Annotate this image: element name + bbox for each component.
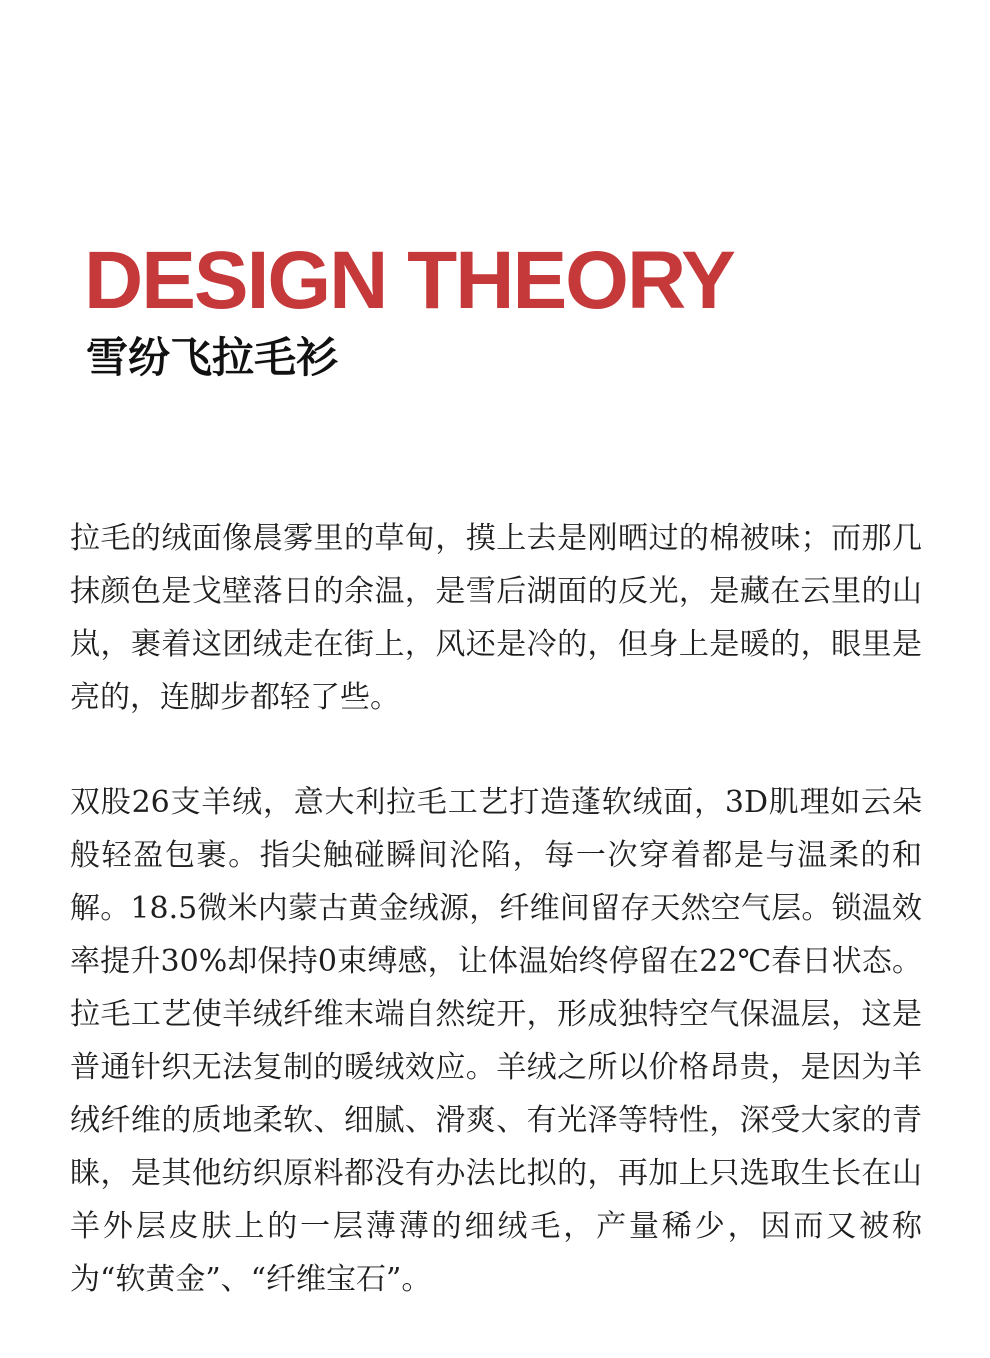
- page-subtitle: 雪纷飞拉毛衫: [86, 333, 339, 382]
- description-paragraph: 拉毛的绒面像晨雾里的草甸，摸上去是刚晒过的棉被味；而那几抹颜色是戈壁落日的余温，是雪后湖面的反光，是藏在云里的山岚，裹着这团绒走在街上，风还是冷的，但身上是暖的，眼里是亮的，连脚步都轻了些。: [70, 521, 922, 715]
- page-title: DESIGN THEORY: [84, 235, 734, 326]
- material-paragraph: 双股26支羊绒，意大利拉毛工艺打造蓬软绒面，3D肌理如云朵般轻盈包裹。指尖触碰瞬间沦陷，每一次穿着都是与温柔的和解。18.5微米内蒙古黄金绒源，纤维间留存天然空气层。锁温效率提升30%却保持0束缚感，让体温始终停留在22℃春日状态。拉毛工艺使羊绒纤维末端自然绽开，形成独特空气保温层，这是普通针织无法复制的暖绒效应。羊绒之所以价格昂贵，是因为羊绒纤维的质地柔软、细腻、滑爽、有光泽等特性，深受大家的青睐，是其他纺织原料都没有办法比拟的，再加上只选取生长在山羊外层皮肤上的一层薄薄的细绒毛，产量稀少，因而又被称为“软黄金”、“纤维宝石”。: [70, 785, 922, 1297]
